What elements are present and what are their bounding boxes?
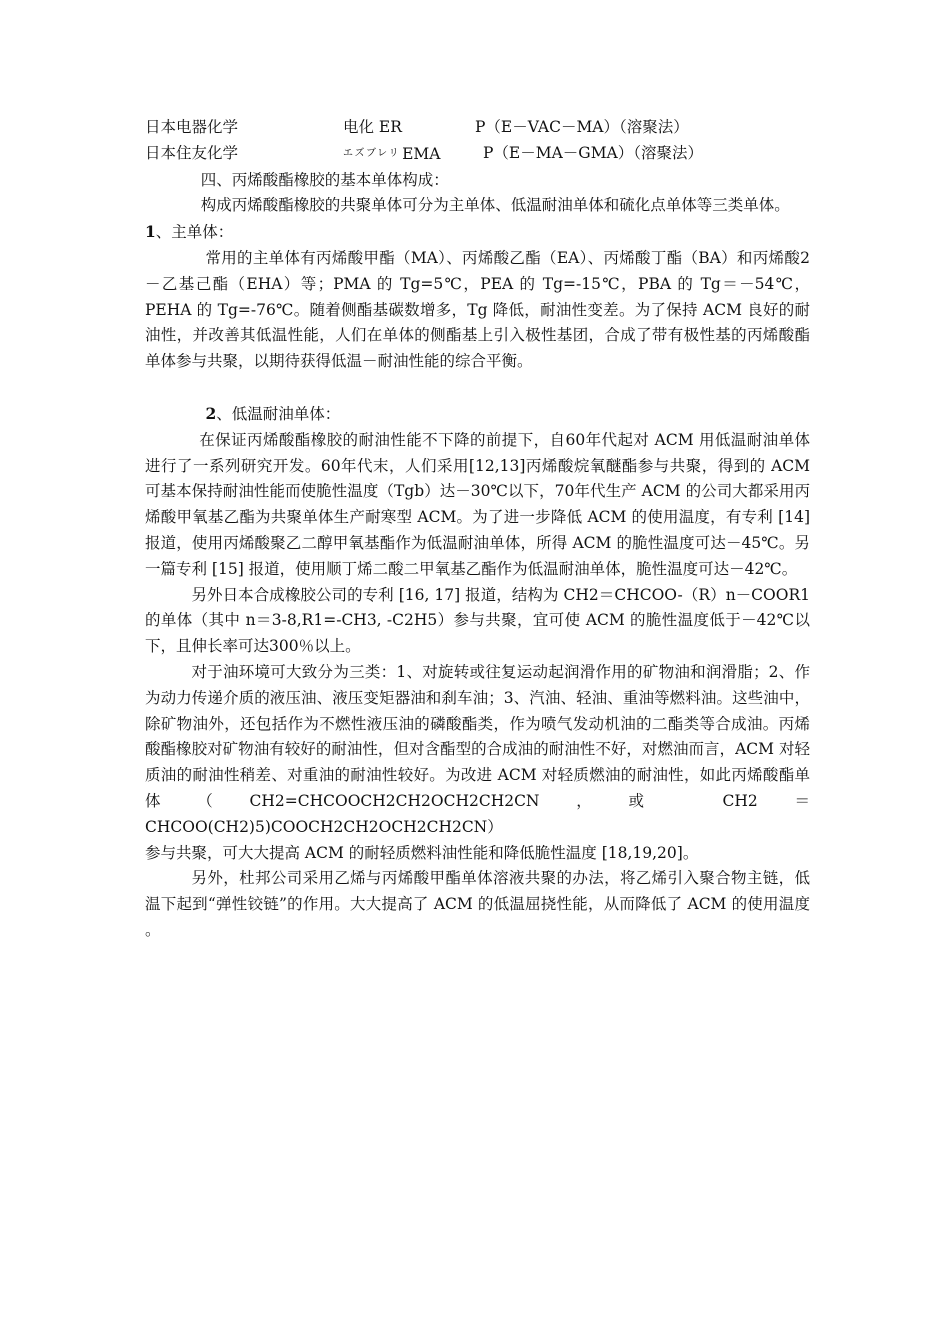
company-name: 日本住友化学 bbox=[145, 143, 239, 162]
paragraph: 对于油环境可大致分为三类：1、对旋转或往复运动起润滑作用的矿物油和润滑脂；2、作为动力传递介质的液压油、液压变矩器油和刹车油；3、汽油、轻油、重油等燃料油。这些油中，除矿物油外，还包括作为不燃性液压油的磷酸酯类，作为喷气发动机油的二酯类等合成油。丙烯酸酯橡胶对矿物油有较好的耐油性，但对含酯型的合成油的耐油性不好，对燃油而言，ACM 对轻质油的耐油性稍差、对重油的耐油性较好。为改进 ACM 对轻质燃油的耐油性，如此丙烯酸酯单体（CH2=CHCOOCH2CH2OCH2CH2CN，或 CH2＝CHCOO(CH2)5)COOCH2CH2OCH2CH2CN） bbox=[145, 662, 810, 836]
paragraph: 常用的主单体有丙烯酸甲酯（MA）、丙烯酸乙酯（EA）、丙烯酸丁酯（BA）和丙烯酸2－乙基己酯（EHA）等；PMA 的 Tg=5℃，PEA 的 Tg=-15℃，PBA 的 Tg＝－54℃，PEHA 的 Tg=-76℃。随着侧酯基碳数增多，Tg 降低，耐油性变差。为了保持 ACM 良好的耐油性，并改善其低温性能，人们在单体的侧酯基上引入极性基团，合成了带有极性基的丙烯酸酯单体参与共聚，以期待获得低温－耐油性能的综合平衡。 bbox=[145, 248, 810, 371]
paragraph: 参与共聚，可大大提高 ACM 的耐轻质燃料油性能和降低脆性温度 [18,19,20]。 bbox=[145, 843, 699, 862]
polymer-formula: P（E－VAC－MA）（溶聚法） bbox=[475, 118, 689, 136]
product-name: エズブレリ EMA bbox=[343, 144, 441, 163]
paragraph: 另外，杜邦公司采用乙烯与丙烯酸甲酯单体溶液共聚的办法，将乙烯引入聚合物主链，低温下起到“弹性铰链”的作用。大大提高了 ACM 的低温屈挠性能，从而降低了 ACM 的使用温度 。 bbox=[145, 869, 810, 939]
company-row bbox=[145, 141, 810, 168]
subsection-heading: 1、主单体： bbox=[145, 222, 234, 242]
paragraph: 另外日本合成橡胶公司的专利 [16, 17] 报道，结构为 CH2＝CHCOO-（R）n－COOR1 的单体（其中 n＝3-8,R1=-CH3, -C2H5）参与共聚，宜可使 ACM 的脆性温度低于－42℃以下，且伸长率可达300％以上。 bbox=[145, 585, 810, 656]
subsection-heading: 2、低温耐油单体： bbox=[205, 403, 341, 423]
section-heading: 四、丙烯酸酯橡胶的基本单体构成： bbox=[200, 170, 449, 189]
polymer-formula: P（E－MA－GMA）（溶聚法） bbox=[483, 143, 704, 162]
paragraph: 在保证丙烯酸酯橡胶的耐油性能不下降的前提下，自60年代起对 ACM 用低温耐油单体进行了一系列研究开发。60年代末，人们采用[12,13]丙烯酸烷氧醚酯参与共聚，得到的 ACM 可基本保持耐油性能而使脆性温度（Tgb）达－30℃以下，70年代生产 ACM 的公司大都采用丙烯酸甲氧基乙酯为共聚单体生产耐寒型 ACM。为了进一步降低 ACM 的使用温度，有专利 [14] 报道，使用丙烯酸聚乙二醇甲氧基酯作为低温耐油单体，所得 ACM 的脆性温度可达－45℃。另一篇专利 [15] 报道，使用顺丁烯二酸二甲氧基乙酯作为低温耐油单体，脆性温度可达－42℃。 bbox=[145, 430, 810, 578]
paragraph: 构成丙烯酸酯橡胶的共聚单体可分为主单体、低温耐油单体和硫化点单体等三类单体。 bbox=[200, 196, 790, 215]
company-name: 日本电器化学 bbox=[145, 118, 239, 136]
product-name: 电化 ER bbox=[343, 118, 402, 136]
spacer bbox=[145, 375, 810, 401]
product-prefix: エズブレリ bbox=[343, 147, 401, 159]
company-row bbox=[145, 115, 810, 141]
document-body bbox=[145, 115, 810, 944]
